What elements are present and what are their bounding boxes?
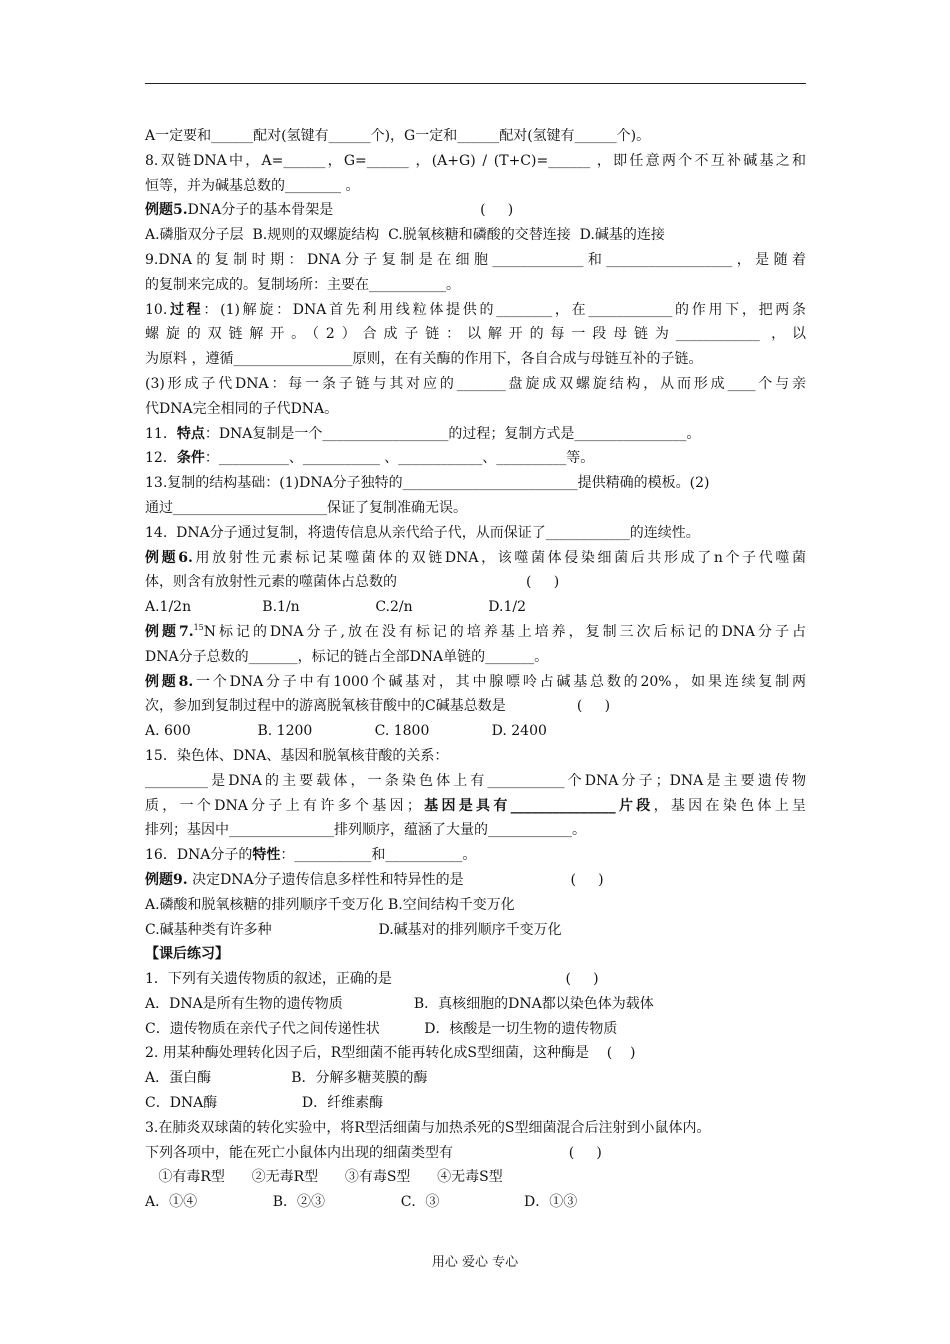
line-text: A．DNA是所有生物的遗传物质 B．真核细胞的DNA都以染色体为载体 <box>145 995 654 1012</box>
text-line <box>145 893 806 918</box>
text-line <box>145 942 806 967</box>
line-text: N标记的DNA分子,放在没有标记的培养基上培养，复制三次后标记的DNA分子占 <box>203 623 806 640</box>
line-text: C.碱基种类有许多种 D.碱基对的排列顺序千变万化 <box>145 921 562 938</box>
line-text: 决定DNA分子遗传信息多样性和特异性的是 ( ) <box>187 871 604 888</box>
line-text: 10. <box>145 301 168 318</box>
bold-label: 例题7. <box>145 623 194 640</box>
line-text: 9.DNA的复制时期：DNA分子复制是在细胞_____________和__________________，是随着 <box>145 251 806 268</box>
text-line <box>145 322 806 347</box>
line-text: 11． <box>145 425 177 442</box>
text-line <box>145 496 806 521</box>
line-text: 排列；基因中_______________排列顺序，蕴涵了大量的____________。 <box>145 822 586 839</box>
bold-label: 例题5. <box>145 202 188 219</box>
text-line <box>145 645 806 670</box>
line-text: 8.双链DNA中，A=______，G=______ ，(A+G) / (T+C)=______ ，即任意两个不互补碱基之和 <box>145 152 806 169</box>
line-text: 的复制来完成的。复制场所：主要在___________。 <box>145 276 460 293</box>
line-text: 3.在肺炎双球菌的转化实验中，将R型活细菌与加热杀死的S型细菌混合后注射到小鼠体内。 <box>145 1119 711 1136</box>
line-text: 一个DNA分子中有1000个碱基对，其中腺嘌呤占碱基总数的20%，如果连续复制两 <box>193 673 806 690</box>
line-text: A.磷脂双分子层 B.规则的双螺旋结构 C.脱氧核糖和磷酸的交替连接 D.碱基的连接 <box>145 227 665 244</box>
text-line <box>145 1141 806 1166</box>
text-line <box>145 769 806 794</box>
line-text: DNA分子的基本骨架是 ( ) <box>187 202 514 219</box>
line-text: 下列各项中，能在死亡小鼠体内出现的细菌类型有 ( ) <box>145 1144 602 1161</box>
line-text-cont: ：(1)解旋：DNA首先利用线粒体提供的________，在____________的作用下，把两条 <box>203 301 807 318</box>
line-text-cont: ：___________和___________。 <box>280 847 477 864</box>
line-text-cont: ：__________、___________ 、____________、__________等。 <box>204 450 595 467</box>
line-text-cont: ：DNA复制是一个__________________的过程；复制方式是________________。 <box>204 425 701 442</box>
text-line <box>145 149 806 174</box>
bold-label: 【课后练习】 <box>145 946 229 963</box>
line-text: ①有毒R型 ②无毒R型 ③有毒S型 ④无毒S型 <box>145 1169 503 1186</box>
line-text: 为原料 ，遵循_________________原则，在有关酶的作用下，各自合成与母链互补的子链。 <box>145 351 703 368</box>
text-line <box>145 918 806 943</box>
text-line <box>145 1066 806 1091</box>
line-text: _________是DNA的主要载体，一条染色体上有___________个DNA分子；DNA是主要遗传物 <box>145 772 806 789</box>
line-text: A.磷酸和脱氧核糖的排列顺序千变万化 B.空间结构千变万化 <box>145 896 515 913</box>
bold-term: 特点 <box>176 425 205 442</box>
line-text: A．①④ B．②③ C．③ D．①③ <box>145 1194 578 1211</box>
line-text: A．蛋白酶 B．分解多糖荚膜的酶 <box>145 1070 428 1087</box>
bold-label: 例题9. <box>145 871 188 888</box>
line-text: 1．下列有关遗传物质的叙述，正确的是 ( ) <box>145 971 599 988</box>
line-text: 体，则含有放射性元素的噬菌体占总数的 ( ) <box>145 574 560 591</box>
line-text: 12． <box>145 450 177 467</box>
text-line <box>145 298 806 323</box>
line-text: A. 600 B. 1200 C. 1800 D. 2400 <box>145 723 547 740</box>
text-line <box>145 1190 806 1215</box>
line-text: (3)形成子代DNA：每一条子链与其对应的_______盘旋成双螺旋结构，从而形成____个与亲 <box>145 375 806 392</box>
text-line <box>145 868 806 893</box>
document-body <box>145 124 806 1215</box>
line-text: 代DNA完全相同的子代DNA。 <box>145 400 339 417</box>
line-text: 次，参加到复制过程中的游离脱氧核苷酸中的C碱基总数是 ( ) <box>145 698 611 715</box>
text-line <box>145 372 806 397</box>
text-line <box>145 174 806 199</box>
bold-term: 基因是具有_______________片段 <box>420 797 654 814</box>
text-line <box>145 347 806 372</box>
text-line <box>145 471 806 496</box>
text-line <box>145 620 806 645</box>
text-line <box>145 422 806 447</box>
line-text: C．DNA酶 D．纤维素酶 <box>145 1095 384 1112</box>
line-text: 用放射性元素标记某噬菌体的双链DNA，该噬菌体侵染细菌后共形成了n个子代噬菌 <box>192 549 806 566</box>
superscript: 15 <box>193 622 204 632</box>
text-line <box>145 546 806 571</box>
text-line <box>145 521 806 546</box>
line-text: A一定要和______配对(氢键有______个)，G一定和______配对(氢键有______个)。 <box>145 128 651 144</box>
line-text: 2. 用某种酶处理转化因子后，R型细菌不能再转化成S型细菌，这种酶是 ( ) <box>145 1045 636 1062</box>
line-text: 16．DNA分子的 <box>145 847 253 864</box>
line-text: DNA分子总数的_______，标记的链占全部DNA单链的_______。 <box>145 648 549 665</box>
line-text-cont: ，基因在染色体上呈 <box>653 797 807 814</box>
text-line <box>145 198 806 223</box>
line-text: 13.复制的结构基础：(1)DNA分子独特的_________________________提供精确的模板。(2) <box>145 475 710 492</box>
text-line <box>145 1116 806 1141</box>
text-line <box>145 843 806 868</box>
bold-term: 特性 <box>252 847 281 864</box>
bold-term: 条件 <box>176 450 205 467</box>
text-line <box>145 446 806 471</box>
text-line <box>145 124 806 149</box>
page-footer: 用心 爱心 专心 <box>431 1255 519 1270</box>
line-text: C．遗传物质在亲代子代之间传递性状 D．核酸是一切生物的遗传物质 <box>145 1020 618 1037</box>
text-line <box>145 273 806 298</box>
text-line <box>145 397 806 422</box>
text-line <box>145 1091 806 1116</box>
text-line <box>145 694 806 719</box>
text-line <box>145 595 806 620</box>
bold-label: 例题8. <box>145 673 194 690</box>
header-rule <box>145 83 806 84</box>
text-line <box>145 570 806 595</box>
text-line <box>145 967 806 992</box>
line-text: 恒等，并为碱基总数的________ 。 <box>145 177 360 194</box>
line-text: 螺旋的双链解开。（2）合成子链：以解开的每一段母链为____________ ，以 <box>145 326 806 343</box>
text-line <box>145 719 806 744</box>
line-text: 15．染色体、DNA、基因和脱氧核苷酸的关系： <box>145 747 449 764</box>
bold-label: 例题6. <box>145 549 193 566</box>
line-text: 质，一个DNA分子上有许多个基因； <box>145 797 421 814</box>
text-line <box>145 670 806 695</box>
text-line <box>145 223 806 248</box>
text-line <box>145 1041 806 1066</box>
text-line <box>145 248 806 273</box>
text-line <box>145 1017 806 1042</box>
text-line <box>145 818 806 843</box>
line-text: A.1/2n B.1/n C.2/n D.1/2 <box>145 599 527 616</box>
line-text: 14. DNA分子通过复制，将遗传信息从亲代给子代，从而保证了____________的连续性。 <box>145 524 700 541</box>
text-line <box>145 794 806 819</box>
text-line <box>145 1165 806 1190</box>
bold-term: 过程 <box>167 301 204 318</box>
text-line <box>145 744 806 769</box>
text-line <box>145 992 806 1017</box>
line-text: 通过______________________保证了复制准确无误。 <box>145 499 467 516</box>
